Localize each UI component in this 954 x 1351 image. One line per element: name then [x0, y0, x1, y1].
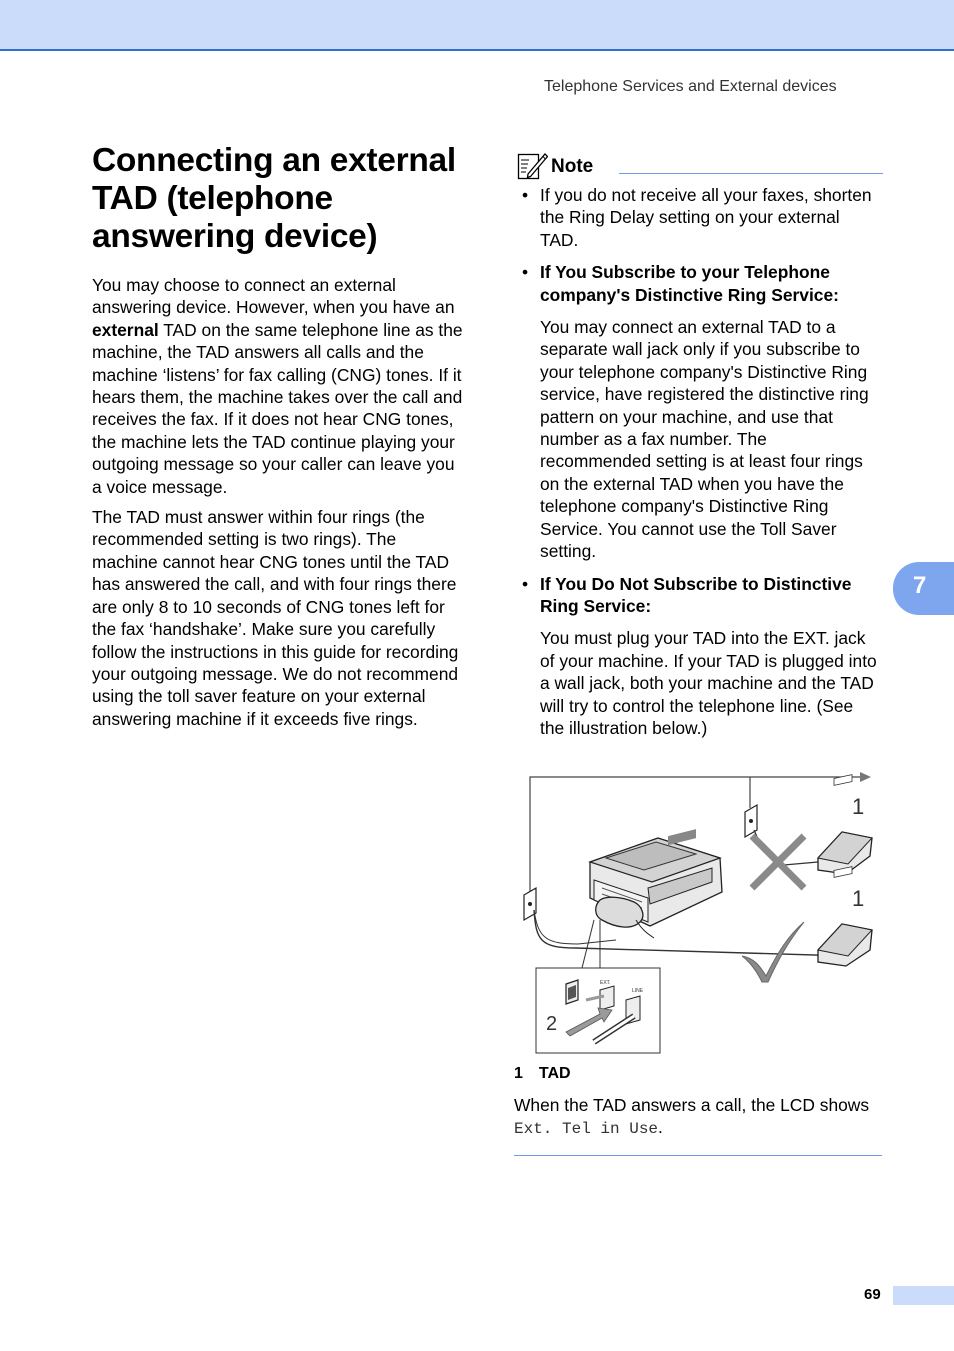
jack-label-line: LINE — [632, 988, 644, 994]
tad-device-icon — [818, 867, 872, 966]
incorrect-cross-icon — [752, 836, 804, 888]
note-item-distinctive-ring — [522, 261, 882, 562]
callout-tad-1: 1 — [852, 886, 865, 911]
note-rule — [619, 173, 883, 174]
header-band — [0, 0, 954, 51]
arrow-head-icon — [860, 772, 871, 782]
page-number: 69 — [864, 1286, 881, 1303]
note-pencil-icon — [516, 150, 548, 180]
note-label: Note — [551, 156, 594, 177]
section-title: Connecting an external TAD (telephone answering device) — [92, 142, 456, 255]
paragraph-tad-intro — [92, 274, 464, 498]
note-header — [516, 150, 884, 182]
callout-tad-1: 1 — [852, 794, 865, 819]
emphasis-external: external — [92, 319, 159, 340]
note-end-rule — [514, 1155, 882, 1156]
note-item-text: If you do not receive all your faxes, shorten the Ring Delay setting on your external TAD. — [540, 185, 872, 250]
paragraph-text: You may choose to connect an external answering device. However, when you have an — [92, 275, 455, 318]
correct-check-icon — [742, 922, 804, 982]
chapter-number: 7 — [913, 572, 927, 599]
note-item-heading: If You Do Not Subscribe to Distinctive Ring Service: — [540, 573, 852, 616]
bullet: • — [522, 573, 529, 594]
callout-ext-jack-2: 2 — [546, 1013, 558, 1035]
lcd-note-text: . — [658, 1117, 663, 1138]
running-header: Telephone Services and External devices — [544, 78, 837, 95]
note-body — [522, 184, 882, 749]
note-item-heading: If You Subscribe to your Telephone company's Distinctive Ring Service: — [540, 262, 839, 305]
chapter-tab — [893, 562, 954, 615]
tad-connection-illustration — [516, 770, 884, 1060]
legend-label: TAD — [538, 1065, 571, 1082]
note-item-no-distinctive-ring — [522, 573, 882, 740]
lcd-message: Ext. Tel in Use — [514, 1120, 659, 1139]
bullet: • — [522, 185, 529, 205]
figure-legend — [514, 1065, 587, 1083]
legend-number: 1 — [514, 1065, 523, 1082]
footer-band — [893, 1286, 954, 1305]
note-item-text: You may connect an external TAD to a separate wall jack only if you subscribe to your telephone company's Distinctive Ring service, have registered the distinctive ring pattern on your machine, and use that number as a fax number. The recommended setting is at least four rings on the external TAD when you have the telephone company's Distinctive Ring Service. You cannot use the Toll Saver setting. — [540, 317, 869, 562]
paragraph-ring-setting: The TAD must answer within four rings (the recommended setting is two rings). The machine cannot hear CNG tones until the TAD has answered the call, and with four rings there are only 8 to 10 seconds of CNG tones left for the fax ‘handshake’. Make sure you carefully follow the instructions in this guide for recording your outgoing message. We do not recommend using the toll saver feature on your external answering machine if it exceeds five rings. — [92, 507, 459, 729]
lcd-note-text: When the TAD answers a call, the LCD shows — [514, 1095, 870, 1115]
note-item-text: You must plug your TAD into the EXT. jack of your machine. If your TAD is plugged into a wall jack, both your machine and the TAD will try to control the telephone line. (See the illustration below.) — [540, 628, 877, 738]
paragraph-text: TAD on the same telephone line as the machine, the TAD answers all calls and the machine ‘listens’ for fax calling (CNG) tones. If it hears them, the machine takes over the call and receives the fax. If it does not hear CNG tones, the machine lets the TAD continue playing your outgoing message so your caller can leave you a voice message. — [92, 319, 463, 497]
note-item-ring-delay — [522, 184, 882, 251]
tad-device-icon — [818, 775, 872, 874]
body-text — [92, 274, 464, 738]
bullet: • — [522, 262, 529, 283]
ext-jack-icon — [566, 980, 578, 1004]
lcd-message-note — [514, 1094, 882, 1141]
jack-label-ext: EXT. — [600, 980, 611, 986]
